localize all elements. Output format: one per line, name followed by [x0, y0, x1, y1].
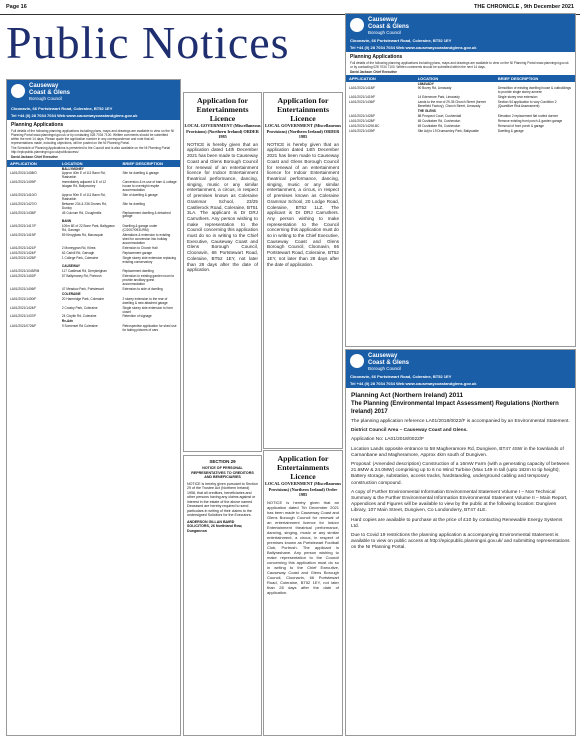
planning-act-paragraph: Location Lands opposite entrance to 58 Magheramore Rd, Dungiven, BT47 4SW in the townlands of Carnanbane and Magheramore, Approx 4km south of Dungiven.: [351, 446, 564, 458]
table-row: [7, 256, 180, 265]
application-ref: LA01/2021/1428/F: [349, 118, 376, 123]
col-application: APPLICATION: [7, 160, 59, 167]
description: Replacement garage: [122, 250, 153, 255]
application-ref: LA01/2021/1427/O: [10, 201, 37, 206]
application-ref: LA01/2021/1436/F: [349, 100, 376, 105]
table-row: [7, 202, 180, 211]
licence-subheading: LOCAL GOVERNMENT (Miscellaneous Provisions) (Northern Ireland) ORDER 1985: [184, 123, 261, 140]
application-ref: LA01/2021/1424/F: [10, 305, 37, 310]
description: Extension to Church Hall: [122, 245, 158, 250]
licence-subheading: LOCAL GOVERNMENT (Miscellaneous Provisions) (Northern Ireland) ORDER 1985: [264, 123, 342, 140]
applications-table: [7, 160, 180, 334]
licence-body: NOTICE is hereby given that an application dated 14th December 2021 has been made to Causeway Coast and Glens Borough Council for renewal of an entertainment licence for Indoor Entertainment theatrical performance, dancing, singing, music or any similar entertainment, a circus, in respect of premises known as Coleraine Grammar School, 23/25 Castlerock Road, Coleraine, BT51 3LA. The applicant is Dr DRJ Carruthers. Any person wishing to make representation to the Council concerning this application must do so in writing to the Chief Executive, Causeway Coast and Glens Borough Council, Cloonavin, 66 Portstewart Road, Coleraine, BT52 1EY, not later than 28 days after the date of application.: [187, 141, 258, 273]
council-address: Cloonavin, 66 Portstewart Road, Coleraine, BT52 1EY: [346, 36, 575, 45]
table-row: [7, 297, 180, 306]
licence-notice-3: [263, 450, 343, 736]
application-ref: LA01/2021/1425/F: [10, 255, 37, 260]
table-row: [7, 325, 180, 334]
col-description: BRIEF DESCRIPTION: [119, 160, 180, 167]
council-banner: [7, 80, 180, 104]
publication-date: THE CHRONICLE , 9th December 2021: [474, 4, 574, 10]
page-title: Public Notices: [6, 17, 290, 68]
table-row: [346, 129, 575, 134]
intro-text: Full details of the following planning applications including plans, maps and drawings are available to view on the NI Planning Portal www.planningni.gov.uk or by contacting 028 7034 7100. Written comments should be submitted within the next 14 days. Please quote the application number in any correspondence and note that all representations made, including objections, will be posted on the NI Planning Portal.: [11, 129, 175, 145]
application-ref: LA01/2021/1439/F: [349, 128, 376, 133]
planning-act-title: Planning Act (Northern Ireland) 2011: [351, 392, 464, 399]
description: Alterations & extension to existing shed for conversion into holiday accommodation: [122, 233, 171, 245]
council-banner: [346, 14, 575, 36]
description: Extension to side of dwelling: [122, 286, 163, 291]
table-row: [7, 193, 180, 202]
council-address: Cloonavin, 66 Portstewart Road, Coleraine, BT52 1EY: [346, 372, 575, 381]
description: Retrospective application for shed use for taking pictures of cars: [122, 324, 177, 333]
location: 65 Cushlakee Rd, Cushendun: [417, 118, 461, 123]
location: 100m 6E of 22 Bone Park, Ballygawn Rd, Garvagh: [61, 224, 115, 233]
application-ref: LA01/2021/1409/F: [10, 180, 37, 185]
area-heading: BALLYMONEY: [61, 166, 84, 171]
location: 9 Somerset Rd Coleraine: [61, 324, 98, 329]
application-ref: LA01/2021/1424/F: [10, 250, 37, 255]
council-name: Causeway Coast & Glens Borough Council: [29, 83, 71, 101]
area-heading: Re-Adv: [61, 319, 74, 324]
planning-act-paragraph: District Council Area – Causeway Coast and Glens.: [351, 428, 468, 434]
application-ref: LA01/2021/1437/F: [10, 314, 37, 319]
col-application: APPLICATION: [346, 75, 415, 82]
section-29-body: NOTICE is hereby given pursuant to Section 29 of the Trustee Act (Northern Ireland) 1958, that all creditors, beneficiaries and other persons having any claims against or interest in the estate of the above named Deceased are hereby required to send particulars in writing of their claims to the undersigned Solicitors for the Executors.: [187, 481, 258, 517]
location: 65 Cushlakee Rd, Cushendun: [417, 123, 461, 128]
section-title: Planning Applications: [350, 54, 403, 60]
description: Single storey side extension to form closet: [122, 305, 173, 314]
description: Site for dwelling: [122, 201, 145, 206]
description: Replacement dwelling & detached garage: [122, 210, 171, 219]
planning-act-paragraph: Application No: LA01/2018/0022/F: [351, 437, 425, 443]
location: 59 Kirnyglass Rd, Macosquin: [61, 233, 104, 238]
application-ref: LA01/2021/0726/F: [10, 324, 37, 329]
description: Remove existing front porch & garden garage: [497, 118, 563, 123]
intro-text-2: The Schedule of Planning Applications is presented to the Council and is also available on the NI Planning Portal http://epicpublic.planningni.gov.uk/publicaccess/: [11, 146, 170, 154]
table-row: [346, 101, 575, 110]
application-ref: LA01/2021/1406/F: [10, 286, 37, 291]
signature: David Jackson Chief Executive: [11, 155, 58, 159]
area-heading: BANN: [61, 219, 72, 224]
signature: David Jackson Chief Executive: [350, 70, 397, 74]
location: 14 Edenmore Park, Limavady: [417, 95, 460, 100]
description: Site of dwelling & garage: [122, 192, 158, 197]
application-ref: LA01/2021/1435/F: [10, 210, 37, 215]
planning-act-notice: [345, 349, 576, 736]
area-heading: LIMAVADY: [417, 81, 434, 86]
table-row: [7, 181, 180, 194]
location: Lands to the rear of 29-35 Church Street (former Benefield Factory), Church Street, Limavady: [417, 100, 487, 109]
licence-body: NOTICE is hereby given that an application dated 7th December 2021 has been made to Causeway Coast and Glens Borough Council for renewal of an entertainment licence for Indoor Entertainment theatrical performance, dancing, singing, music or any similar entertainment, a circus, in respect of premises known as Portstewart Football Club, Portrush. The applicant is Ballyrashane. Any person wishing to make representation to the Council concerning this application must do so in writing to the Chief Executive, Causeway Coast and Glens Borough Council, Cloonavin, 66 Portstewart Road, Coleraine, BT52 1EY, not later than 28 days after the date of application.: [267, 499, 339, 595]
council-logo-icon: [350, 18, 364, 32]
application-ref: LA01/2021/1421/F: [10, 245, 37, 250]
planning-act-subtitle: The Planning (Environmental Impact Assessment) Regulations (Northern Ireland) 2017: [351, 401, 559, 415]
location: 45 Culcrum Rd, Cloughmills: [61, 210, 102, 215]
council-contact: Tel +44 (0) 28 7034 7034 Web www.causewaycoastandglens.gov.uk: [346, 381, 575, 388]
description: Single storey side extension replacing existing conservatory: [122, 255, 176, 264]
description: Conversion & re-use of barn & cottage house to overnight respite accommodation: [122, 180, 177, 193]
planning-act-paragraph: Hard copies are available to purchase at the price of £10 by contacting Renewable Energy Systems Ltd.: [351, 517, 563, 529]
col-location: LOCATION: [415, 75, 495, 82]
location: 88 Prospect Court, Cushendall: [417, 113, 462, 118]
location: Approx 40m E of 111 Bann Rd, Rasharkin: [61, 171, 106, 180]
application-ref: LA01/2021/1400/F: [10, 296, 37, 301]
description: Section 54 application to vary Condition 2 (Quantitive Risk Assessment): [497, 100, 557, 109]
licence-notice-2: [263, 92, 343, 449]
planning-act-paragraph: The planning application reference LA01/2018/0022/F is accompanied by an Environmental Statement.: [351, 419, 570, 424]
page-number: Page 16: [6, 4, 27, 10]
location: 90 Bovey Rd, Limavady: [417, 86, 452, 91]
area-heading: CAUSEWAY: [61, 264, 81, 269]
planning-act-paragraph: A copy of Further Environmental Information Environmental Statement Volume I – Non Technical Summary & the Further Environmental Information Environmental Statement Volume II – Main Report, Appendices and Figures will be available to view by the public at the following location: Dungiven Library, 107 Main Street, Dungiven, Co Londonderry, BT47 4LE.: [351, 489, 568, 514]
intro-text: Full details of the following planning applications including plans, maps and drawings are available to view on the NI Planning Portal www.planningni.gov.uk or by contacting 028 7034 7100. Written comments should be submitted within the next 14 days.: [350, 61, 569, 69]
location: Site Adj to 19 Drumavoley Park, Ballycastle: [417, 128, 479, 133]
council-contact: Tel +44 (0) 28 7034 7034 Web www.causewaycoastandglens.gov.uk: [7, 113, 180, 120]
licence-notice-1: [183, 92, 262, 452]
council-name: Causeway Coast & Glens Borough Council: [368, 353, 410, 371]
licence-subheading: LOCAL GOVERNMENT (Miscellaneous Provisions) (Northern Ireland) Order 1985: [264, 481, 342, 498]
section-29-signoff: ANDERSON GILLAN BAIRD SOLICITORS, 26 Northland Row, Dungannon: [187, 519, 243, 533]
description: Dwelling & garage under (C/2007/0931/RM): [122, 224, 158, 233]
council-logo-icon: [11, 84, 25, 98]
description: Single storey rear extension: [497, 95, 538, 100]
col-location: LOCATION: [59, 160, 120, 167]
location: 2 Crosby Park, Coleraine: [61, 305, 98, 310]
application-ref: LA01/2021/1417/F: [10, 224, 37, 229]
council-address: Cloonavin, 66 Portstewart Road, Coleraine, BT52 1EY: [7, 104, 180, 113]
council-logo-icon: [350, 354, 364, 368]
table-row: [7, 211, 180, 220]
description: Extension to existing garden room to provide ancillary guest accommodation: [122, 274, 175, 287]
application-ref: LA01/2021/1419/F: [349, 95, 376, 100]
location: Between 234 & 236 Drones Rd, Dunloy: [61, 201, 107, 210]
location: Immediately adjacent & E of 12 Islagan Rd, Ballymoney: [61, 180, 107, 189]
licence-heading: Application for Entertainments Licence: [277, 96, 329, 123]
application-ref: LA01/2021/1043/RM: [10, 269, 40, 274]
licence-body: NOTICE is hereby given that an application dated 14th December 2021 has been made to Causeway Coast and Glens Borough Council for renewal of an entertainment licence for Indoor Entertainment theatrical performance, dancing, singing, music or any similar entertainment, a circus, in respect of premises known as Coleraine Grammar School, 20 Lodge Road, Coleraine, BT52 1LZ. The applicant is Dr DRJ Carruthers. Any person wishing to make representation to the Council concerning this application must do so in writing to the Chief Executive, Causeway Coast and Glens Borough Council, Cloonavin, 66 Portstewart Road, Coleraine, BT52 1EY, not later than 28 days after the date of application.: [267, 141, 339, 267]
council-contact: Tel +44 (0) 28 7034 7034 Web www.causewaycoastandglens.gov.uk: [346, 45, 575, 52]
col-description: BRIEF DESCRIPTION: [495, 75, 575, 82]
section-title: Planning Applications: [11, 122, 64, 128]
area-heading: THE GLENS: [417, 108, 436, 113]
application-ref: LA01/2021/1419/F: [10, 233, 37, 238]
planning-act-paragraph: Proposal: (Amended description) Construction of a 16mW Farm (with a generating capacity of between 21.6MW & 24.0MW) comprising up to 6 no Wind Turbine (Max 149 m tall (upto 182m to tip height); Battery storage, substation, access tracks, hardstanding, underground cabling and temporary construction compound.: [351, 462, 570, 486]
licence-heading: Application for Entertainments Licence: [196, 96, 249, 123]
location: 62 Carhill Rd, Garvagh: [61, 250, 95, 255]
section-29-notice: [183, 455, 262, 736]
description: 2 storey extension to the rear of dwelling & new attached garage: [122, 296, 168, 305]
planning-applications-right: [345, 13, 576, 347]
location: 47 Meadow Park, Portstewart: [61, 286, 104, 291]
application-ref: LA01/2021/1402/F: [10, 274, 37, 279]
table-row: [7, 287, 180, 292]
location: 20 Harmridge Park, Coleraine: [61, 296, 105, 301]
location: Approx 90m E of 111 Bann Rd, Rasharkin: [61, 192, 106, 201]
description: Dwelling & garage: [497, 128, 524, 133]
location: 2 Moneygran Rd, Kilrea: [61, 245, 96, 250]
planning-applications-left: [6, 79, 181, 736]
description: Elevation 2 replacement flat roofed dormer: [497, 113, 559, 118]
location: 117 Castlecat Rd, Derrykeighan: [61, 269, 107, 274]
council-name: Causeway Coast & Glens Borough Council: [368, 17, 410, 35]
council-banner: [346, 350, 575, 372]
description: Retention of signage: [122, 314, 152, 319]
application-ref: LA01/2021/1410/O: [10, 192, 37, 197]
description: Removal of front porch & garage: [497, 123, 544, 128]
location: 24 Cloyfin Rd, Coleraine: [61, 314, 97, 319]
planning-act-paragraph: Due to Covid 19 restrictions the planning application & accompanying Environmental Statement is available to view on public access at http://epicpublic.planningni.gov.uk/ and submitting representations on the NI Planning Portal.: [351, 533, 570, 551]
applications-table: [346, 75, 575, 134]
application-ref: LA01/2021/1418/F: [349, 86, 376, 91]
table-row: [7, 234, 180, 247]
table-row: [7, 275, 180, 288]
area-heading: COLERAINE: [61, 291, 81, 296]
application-ref: LA01/2021/1408/O: [10, 171, 37, 176]
section-29-title: SECTION 29: [209, 459, 236, 464]
location: 1 College Park, Coleraine: [61, 255, 99, 260]
table-row: [346, 87, 575, 96]
description: Site for dwelling & garage: [122, 171, 159, 176]
location: 57 Ballymoney Rd, Portrush: [61, 274, 102, 279]
licence-heading: Application for Entertainments Licence: [277, 454, 329, 481]
section-29-heading: NOTICE OF PERSONAL REPRESENTATIVES TO CREDITORS AND BENEFICIARIES: [191, 466, 254, 479]
description: Replacement dwelling: [122, 269, 154, 274]
application-ref: LA01/2021/1425/F: [349, 113, 376, 118]
application-ref: LA01/2021/1429/LBC: [349, 123, 380, 128]
description: Demolition of existing dwelling house & outbuildings to provide single storey annexe: [497, 86, 572, 95]
